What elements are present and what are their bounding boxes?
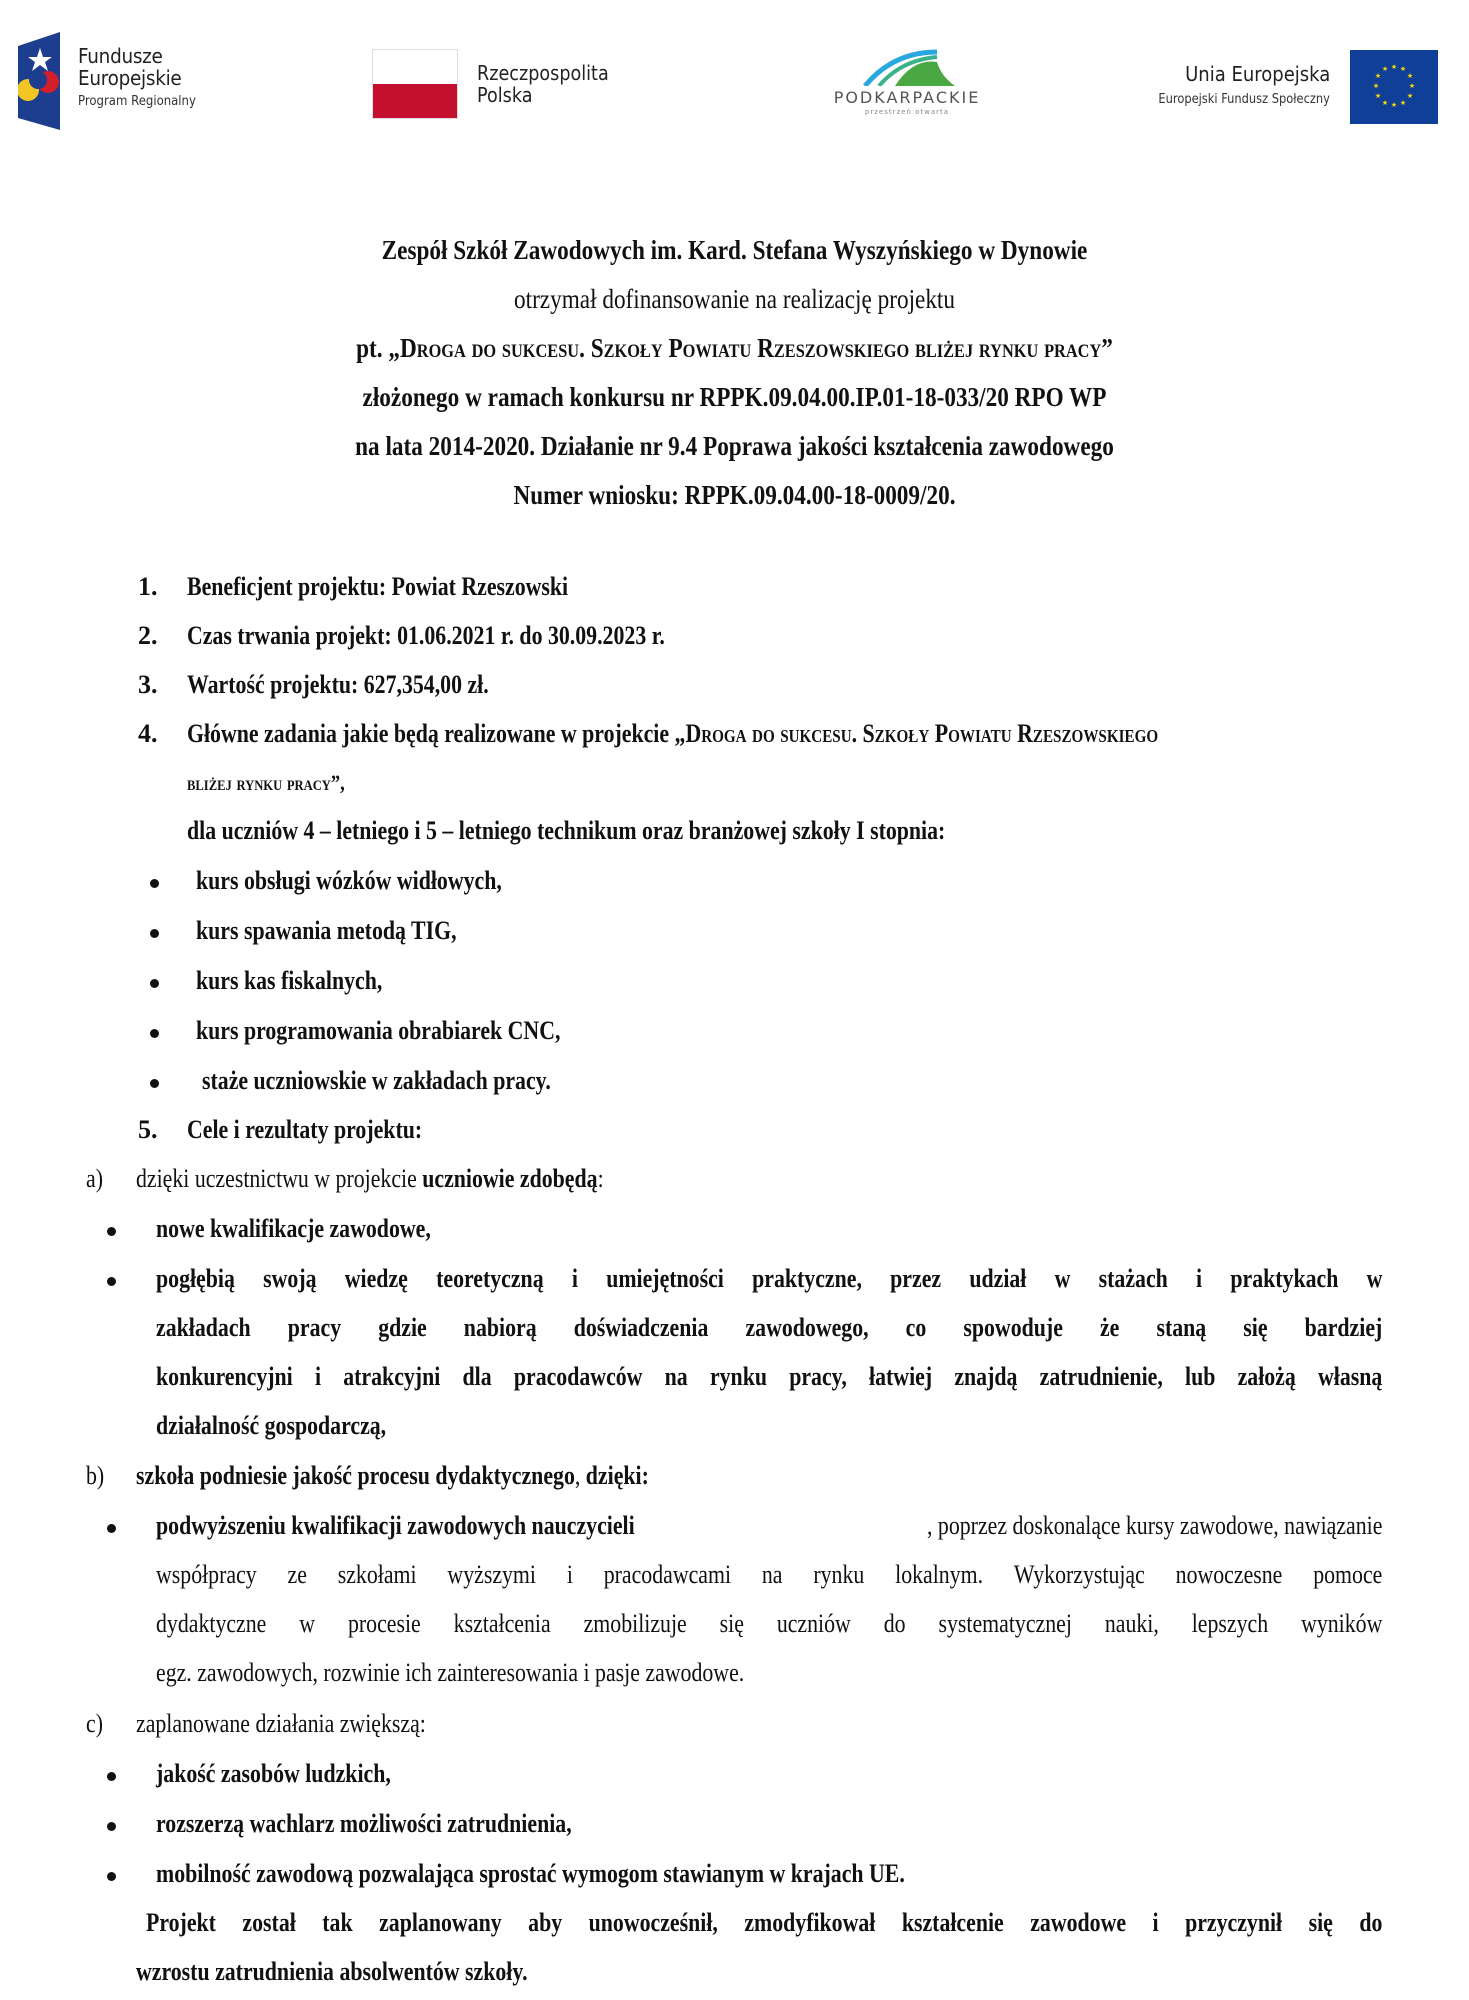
svg-text:★: ★ bbox=[1408, 82, 1416, 90]
goal-a-label: a) bbox=[86, 1164, 103, 1193]
fundusze-europejskie-text: Fundusze Europejskie Program Regionalny bbox=[78, 44, 196, 109]
bullet-icon bbox=[150, 929, 159, 938]
svg-text:★: ★ bbox=[1381, 65, 1389, 73]
bullet-icon bbox=[150, 879, 159, 888]
goal-a-bullet: nowe kwalifikacje zawodowe, bbox=[156, 1214, 431, 1243]
bullet-icon bbox=[107, 1277, 116, 1286]
svg-text:★: ★ bbox=[1406, 72, 1414, 80]
project-value: Wartość projektu: 627,354,00 zł. bbox=[187, 670, 489, 699]
bullet-icon bbox=[107, 1772, 116, 1781]
task-item: staże uczniowskie w zakładach pracy. bbox=[202, 1066, 551, 1095]
task-item: kurs programowania obrabiarek CNC, bbox=[196, 1016, 561, 1045]
goal-c-label: c) bbox=[86, 1709, 103, 1738]
bullet-icon bbox=[150, 979, 159, 988]
bullet-icon bbox=[150, 1079, 159, 1088]
podkarpackie-logo-icon bbox=[855, 48, 955, 86]
task-item: kurs obsługi wózków widłowych, bbox=[196, 866, 502, 895]
beneficiary: Beneficjent projektu: Powiat Rzeszowski bbox=[187, 572, 569, 601]
goal-c-text: zaplanowane działania zwiększą: bbox=[136, 1709, 426, 1738]
goal-a-bullet-long: pogłębią swoją wiedzę teoretyczną i umiejętności praktyczne, przez udział w stażach i praktykach w zakładach pracy gdzie nabiorą doświadczenia zawodowego, co spowoduje że staną się bardziej konkurencyjni i atrakcyjni dla pracodawców na rynku pracy, łatwiej znajdą zatrudnienie, lub założą własną działalność gospodarczą, bbox=[156, 1264, 1383, 1440]
unia-europejska-text: Unia Europejska bbox=[1184, 62, 1330, 86]
project-title: pt. „Droga do sukcesu. Szkoły Powiatu Rzeszowskiego bliżej rynku pracy” bbox=[356, 333, 1113, 363]
closing-paragraph-cont: wzrostu zatrudnienia absolwentów szkoły. bbox=[136, 1957, 528, 1986]
goal-b-bullet: podwyższeniu kwalifikacji zawodowych nauczycieli , poprzez doskonalące kursy zawodowe, nawiązanie współpracy ze szkołami wyższymi i pracodawcami na rynku lokalnym. Wykorzystując nowoczesne pomoce dydaktyczne w procesie kształcenia zmobilizuje się uczniów do systematycznej nauki, lepszych wyników egz. zawodowych, rozwinie ich zainteresowania i pasje zawodowe. bbox=[156, 1511, 1383, 1687]
bullet-icon bbox=[107, 1227, 116, 1236]
goal-c-bullet: rozszerzą wachlarz możliwości zatrudnienia, bbox=[156, 1809, 572, 1838]
svg-text:★: ★ bbox=[1406, 92, 1414, 100]
funding-statement: otrzymał dofinansowanie na realizację projektu bbox=[514, 284, 955, 314]
podkarpackie-text: PODKARPACKIE bbox=[833, 88, 981, 107]
document-header bbox=[0, 226, 1469, 520]
svg-text:★: ★ bbox=[1399, 65, 1407, 73]
polish-flag-icon bbox=[372, 49, 458, 119]
fundusze-europejskie-logo-icon bbox=[18, 32, 60, 130]
action-description: na lata 2014-2020. Działanie nr 9.4 Poprawa jakości kształcenia zawodowego bbox=[355, 431, 1114, 461]
goal-c-bullet: mobilność zawodową pozwalająca sprostać wymogom stawianym w krajach UE. bbox=[156, 1859, 905, 1888]
goal-b-text: szkoła podniesie jakość procesu dydaktycznego, dzięki: bbox=[136, 1461, 649, 1490]
goal-c-bullet: jakość zasobów ludzkich, bbox=[156, 1759, 391, 1788]
eu-flag-icon bbox=[1350, 50, 1438, 124]
rzeczpospolita-polska-text: Rzeczpospolita Polska bbox=[477, 61, 609, 107]
svg-text:★: ★ bbox=[1372, 82, 1380, 90]
application-number: Numer wniosku: RPPK.09.04.00-18-0009/20. bbox=[513, 480, 956, 510]
main-tasks-heading-cont: bliżej rynku pracy”, bbox=[187, 770, 345, 795]
svg-text:★: ★ bbox=[1374, 72, 1382, 80]
svg-text:★: ★ bbox=[1381, 99, 1389, 107]
target-group: dla uczniów 4 – letniego i 5 – letniego technikum oraz branżowej szkoły I stopnia: bbox=[187, 816, 946, 845]
closing-paragraph: Projekt został tak zaplanowany aby unowocześnił, zmodyfikował kształcenie zawodowe i przyczynił się do bbox=[146, 1908, 1383, 1937]
task-item: kurs kas fiskalnych, bbox=[196, 966, 383, 995]
bullet-icon bbox=[107, 1822, 116, 1831]
goals-heading: Cele i rezultaty projektu: bbox=[187, 1115, 423, 1144]
bullet-icon bbox=[107, 1872, 116, 1881]
task-item: kurs spawania metodą TIG, bbox=[196, 916, 457, 945]
main-tasks-heading: Główne zadania jakie będą realizowane w projekcie „Droga do sukcesu. Szkoły Powiatu Rzeszowskiego bbox=[187, 719, 1159, 748]
podkarpackie-tagline: przestrzeń otwarta bbox=[864, 108, 950, 116]
goal-b-label: b) bbox=[86, 1461, 105, 1490]
svg-text:★: ★ bbox=[1374, 92, 1382, 100]
goal-a-text: dzięki uczestnictwu w projekcie uczniowie zdobędą: bbox=[136, 1164, 604, 1193]
competition-number: złożonego w ramach konkursu nr RPPK.09.04.00.IP.01-18-033/20 RPO WP bbox=[362, 382, 1107, 412]
school-name: Zespół Szkół Zawodowych im. Kard. Stefana Wyszyńskiego w Dynowie bbox=[381, 235, 1088, 265]
svg-text:★: ★ bbox=[1390, 63, 1398, 71]
bullet-icon bbox=[150, 1029, 159, 1038]
svg-text:★: ★ bbox=[1390, 101, 1398, 109]
duration: Czas trwania projekt: 01.06.2021 r. do 30.09.2023 r. bbox=[187, 621, 665, 650]
svg-text:★: ★ bbox=[1399, 99, 1407, 107]
bullet-icon bbox=[107, 1524, 116, 1533]
logo-bar bbox=[0, 0, 1469, 160]
efs-text: Europejski Fundusz Społeczny bbox=[1158, 92, 1330, 107]
